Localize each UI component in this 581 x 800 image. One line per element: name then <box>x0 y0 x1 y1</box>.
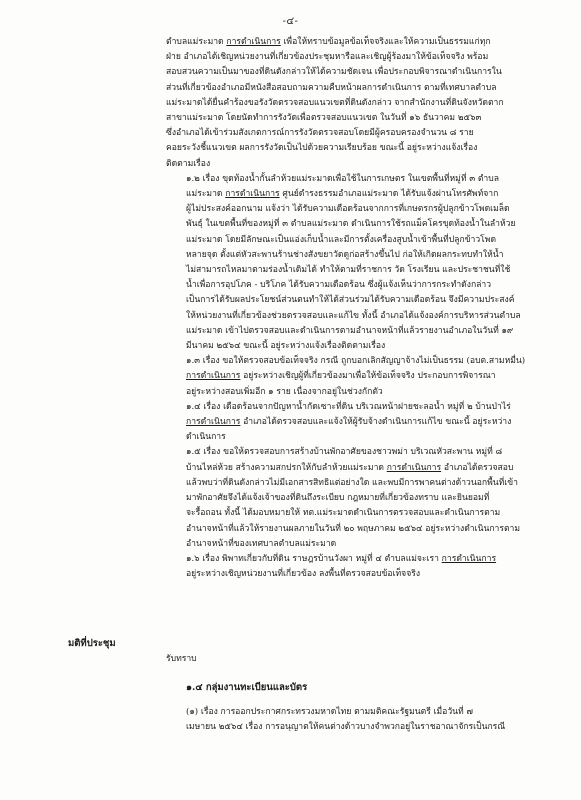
text-line: อยู่ระหว่างสอบเพิ่มอีก ๑ ราย เนื่องจากอยู่ในช่วงกักตัว <box>186 386 383 397</box>
underlined-keyword: การดำเนินการ <box>386 462 442 473</box>
text-line: แม่ระมาดได้ยื่นคำร้องขอรังวัดตรวจสอบแนวเขตที่ดินดังกล่าว จากสำนักงานที่ดินจังหวัดตาก <box>166 97 504 108</box>
text-line: บ้านไหล่ห้วย สร้างความสกปรกให้กับลำห้วยแม่ระมาด การดำเนินการ อำเภอได้ตรวจสอบ <box>186 462 514 473</box>
paragraph <box>166 172 544 354</box>
text-line: ฝ่าย อำเภอได้เชิญหน่วยงานที่เกี่ยวข้องประชุมหารือและเชิญผู้ร้องมาให้ข้อเท็จจริง พร้อม <box>166 52 489 63</box>
text-line: ผู้ไม่ประสงค์ออกนาม แจ้งว่า ได้รับความเดือดร้อนจากการที่เกษตรกรผู้ปลูกข้าวโพดเมล็ด <box>186 204 510 215</box>
text-line: ๑.๒ เรื่อง ขุดท้องน้ำกั้นลำห้วยแม่ระมาดเพื่อใช้ในการเกษตร ในเขตพื้นที่หมู่ที่ ๓ ตำบล <box>186 173 499 184</box>
paragraph <box>166 705 544 735</box>
text-line: แม่ระมาด โดยมีลักษณะเป็นแอ่งเก็บน้ำและมีการตั้งเครื่องสูบน้ำเข้าพื้นที่ปลูกข้าวโพด <box>186 234 497 245</box>
underlined-keyword: การดำเนินการ <box>186 417 241 428</box>
text-line: มีนาคม ๒๕๖๔ ขณะนี้ อยู่ระหว่างแจ้งเรื่องติดตามเรื่อง <box>186 341 386 352</box>
section-heading: ๑.๔ กลุ่มงานทะเบียนและบัตร <box>186 682 308 693</box>
text-line: สอบสวนความเป็นมาของที่ดินดังกล่าวให้ได้ความชัดเจน เพื่อประกอบพิจารณาดำเนินการใน <box>166 67 502 78</box>
underlined-keyword: การดำเนินการ <box>226 37 281 47</box>
text-line: ส่วนที่เกี่ยวข้องอำเภอมีหนังสือสอบถามความคืบหน้าผลการดำเนินการ ตามที่เทศบาลตำบล <box>166 82 497 93</box>
text-line: ๑.๓ เรื่อง ขอให้ตรวจสอบข้อเท็จจริง กรณี ถูกบอกเลิกสัญญาจ้างไม่เป็นธรรม (อบต.สามหมื่น) <box>186 356 526 367</box>
text-line: การดำเนินการ อำเภอได้ตรวจสอบและแจ้งให้ผู้รับจ้างดำเนินการแก้ไข ขณะนี้ อยู่ระหว่าง <box>186 417 512 428</box>
text-line: แม่ระมาด การดำเนินการ ศูนย์ดำรงธรรมอำเภอแม่ระมาด ได้รับแจ้งผ่านโทรศัพท์จาก <box>186 189 499 200</box>
resolution-text: รับทราบ <box>166 654 197 664</box>
underlined-keyword: การดำเนินการ <box>225 189 280 200</box>
text-line: อำนาจหน้าที่แล้วให้รายงานผลภายในวันที่ ๒๐ พฤษภาคม ๒๕๖๔ อยู่ระหว่างดำเนินการตาม <box>186 523 521 534</box>
paragraph <box>166 400 544 446</box>
paragraph <box>166 445 544 551</box>
text-line: น้ำเพื่อการอุปโภค - บริโภค ได้รับความเดือดร้อน ซึ่งผู้แจ้งเห็นว่าการกระทำดังกล่าว <box>186 280 492 291</box>
text-line: แม่ระมาด เข้าไปตรวจสอบและดำเนินการตามอำนาจหน้าที่แล้วรายงานอำเภอในวันที่ ๑๙ <box>186 325 514 336</box>
text-line: เป็นการได้รับผลประโยชน์ส่วนตนทำให้ได้ส่วนร่วมได้รับความเดือดร้อน จึงมีความประสงค์ <box>186 295 515 306</box>
text-line: อำนาจหน้าที่ของเทศบาลตำบลแม่ระมาด <box>186 538 337 549</box>
underlined-keyword: การดำเนินการ <box>186 371 241 382</box>
text-line: ๑.๕ เรื่อง ขอให้ตรวจสอบการสร้างบ้านพักอาศัยของชาวพม่า บริเวณหัวสะพาน หมู่ที่ ๘ <box>186 447 503 458</box>
text-line: ๑.๖ เรื่อง พิพาทเกี่ยวกับที่ดิน ราษฎรบ้านวังผา หมู่ที่ ๔ ตำบลแม่จะเรา การดำเนินการ <box>186 553 497 564</box>
text-line: ซึ่งอำเภอได้เข้าร่วมสังเกตการณ์การรังวัดตรวจสอบโดยมีผู้ครอบครองจำนวน ๘ ราย <box>166 128 474 139</box>
page-number: -๔- <box>282 16 299 27</box>
text-line: พันธุ์ ในเขตพื้นที่ของหมู่ที่ ๓ ตำบลแม่ระมาด ดำเนินการใช้รถแม็คโครขุดท้องน้ำในลำห้วย <box>186 219 516 230</box>
text-line: จะรื้อถอน ทั้งนี้ ได้มอบหมายให้ ทต.แม่ระมาดดำเนินการตรวจสอบและดำเนินการตาม <box>186 508 501 519</box>
text-line: แล้วพบว่าที่ดินดังกล่าวไม่มีเอกสารสิทธิแต่อย่างใด และพบมีการพาคนต่างด้าวนอกพื้นที่เข้า <box>186 477 518 488</box>
section-body <box>166 705 544 735</box>
text-line: คอยระวังชี้แนวเขต ผลการรังวัดเป็นไปด้วยความเรียบร้อย ขณะนี้ อยู่ระหว่างแจ้งเรื่อง <box>166 143 478 154</box>
paragraph <box>166 552 544 582</box>
text-line: มาพักอาศัยจึงได้แจ้งเจ้าของที่ดินถึงระเบียบ กฎหมายที่เกี่ยวข้องทราบ และยินยอมที่ <box>186 493 490 504</box>
text-line: ไม่สามารถไหลมาตามร่องน้ำเดิมได้ ทำให้ตามที่ราชการ วัด โรงเรียน และประชาชนที่ใช้ <box>186 265 511 276</box>
text-line: เมษายน ๒๕๖๔ เรื่อง การอนุญาตให้คนต่างด้าวบางจำพวกอยู่ในราชอาณาจักรเป็นกรณี <box>186 722 506 733</box>
paragraph <box>166 35 544 172</box>
text-line: สาขาแม่ระมาด โดยนัดทำการรังวัดเพื่อตรวจสอบแนวเขต ในวันที่ ๑๖ ธันวาคม ๒๕๖๓ <box>166 113 482 124</box>
text-line: ให้หน่วยงานที่เกี่ยวข้องช่วยตรวจสอบและแก้ไข ทั้งนี้ อำเภอได้แจ้งองค์การบริหารส่วนตำบล <box>186 310 521 321</box>
text-line: อยู่ระหว่างเชิญหน่วยงานที่เกี่ยวข้อง ลงพื้นที่ตรวจสอบข้อเท็จจริง <box>186 569 421 580</box>
text-line: ติดตามเรื่อง <box>166 158 211 169</box>
text-line: ดำเนินการ <box>186 432 226 443</box>
text-line: ๑.๔ เรื่อง เดือดร้อนจากปัญหาน้ำกัดเซาะที่ดิน บริเวณหน้าฝายชะลอน้ำ หมู่ที่ ๒ บ้านป่าไร่ <box>186 401 511 412</box>
paragraph <box>166 354 544 400</box>
underlined-keyword: การดำเนินการ <box>441 553 497 564</box>
document-body <box>166 35 544 582</box>
text-line: การดำเนินการ อยู่ระหว่างเชิญผู้ที่เกี่ยวข้องมาเพื่อให้ข้อเท็จจริง ประกอบการพิจารณา <box>186 371 496 382</box>
text-line: หลายจุด ตั้งแต่หัวสะพานร้านช่างสังขยาวัดดูก่อสร้างขึ้นไป ก่อให้เกิดผลกระทบทำให้น้ำ <box>186 249 504 260</box>
resolution-label: มติที่ประชุม <box>68 638 116 649</box>
text-line: (๑) เรื่อง การออกประกาศกระทรวงมหาดไทย ตามมติคณะรัฐมนตรี เมื่อวันที่ ๗ <box>186 707 473 717</box>
text-line: ตำบลแม่ระมาด การดำเนินการ เพื่อให้ทราบข้อมูลข้อเท็จจริงและให้ความเป็นธรรมแก่ทุก <box>166 37 491 47</box>
